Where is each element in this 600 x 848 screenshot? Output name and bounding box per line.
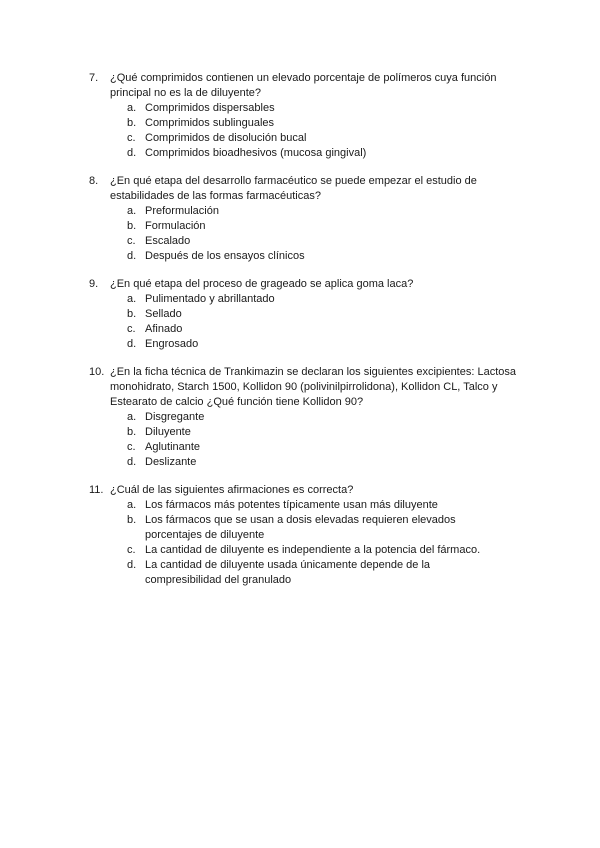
option-letter: d. [127,147,137,159]
option-letter: c. [127,132,136,144]
option-item [0,204,600,219]
option-item [0,337,600,352]
question-text: ¿En qué etapa del desarrollo farmacéutico se puede empezar el estudio de estabilidades de las formas farmacéuticas? [110,175,477,202]
option-item [0,234,600,249]
option-text: Los fármacos más potentes típicamente usan más diluyente [145,499,438,511]
option-text: Escalado [145,235,191,247]
option-letter: d. [127,456,137,468]
option-item [0,307,600,322]
option-item [0,116,600,131]
option-item [0,513,600,543]
option-text: La cantidad de diluyente es independiente a la potencia del fármaco. [145,544,481,556]
option-text: Sellado [145,308,182,320]
option-letter: a. [127,411,137,423]
option-letter: a. [127,293,137,305]
option-text: Disgregante [145,411,205,423]
question-number: 7. [89,72,99,84]
option-letter: d. [127,559,137,571]
question-number: 8. [89,175,99,187]
option-item [0,410,600,425]
question-number: 11. [89,484,104,496]
option-list [0,292,600,352]
option-text: Comprimidos bioadhesivos (mucosa gingival) [145,147,367,159]
option-letter: c. [127,544,136,556]
option-letter: c. [127,441,136,453]
option-item [0,543,600,558]
option-item [0,219,600,234]
question-10 [0,365,600,470]
option-list [0,410,600,470]
option-item [0,455,600,470]
question-text: ¿Cuál de las siguientes afirmaciones es correcta? [110,484,354,496]
question-number: 10. [89,366,105,378]
option-item [0,101,600,116]
option-text: La cantidad de diluyente usada únicamente depende de la compresibilidad del granulado [145,559,431,586]
option-letter: a. [127,499,137,511]
question-11 [0,483,600,588]
option-letter: b. [127,308,137,320]
option-item [0,558,600,588]
option-letter: a. [127,102,137,114]
option-item [0,425,600,440]
option-letter: d. [127,250,137,262]
option-item [0,146,600,161]
option-letter: b. [127,220,137,232]
option-text: Comprimidos dispersables [145,102,275,114]
option-text: Aglutinante [145,441,201,453]
option-text: Afinado [145,323,183,335]
option-item [0,498,600,513]
option-text: Comprimidos de disolución bucal [145,132,307,144]
option-letter: d. [127,338,137,350]
option-letter: a. [127,205,137,217]
option-list [0,204,600,264]
question-9 [0,277,600,352]
option-text: Los fármacos que se usan a dosis elevadas requieren elevados porcentajes de diluyente [145,514,456,541]
question-number: 9. [89,278,99,290]
option-item [0,249,600,264]
option-item [0,131,600,146]
option-text: Preformulación [145,205,219,217]
option-text: Deslizante [145,456,197,468]
option-letter: c. [127,235,136,247]
question-7 [0,71,600,161]
option-letter: b. [127,426,137,438]
question-text: ¿Qué comprimidos contienen un elevado porcentaje de polímeros cuya función principal no es la de diluyente? [110,72,497,99]
option-text: Formulación [145,220,206,232]
option-letter: b. [127,514,137,526]
question-text: ¿En qué etapa del proceso de grageado se aplica goma laca? [110,278,414,290]
option-text: Engrosado [145,338,199,350]
option-list [0,101,600,161]
option-text: Después de los ensayos clínicos [145,250,305,262]
option-text: Pulimentado y abrillantado [145,293,275,305]
question-text: ¿En la ficha técnica de Trankimazin se declaran los siguientes excipientes: Lactosa monohidrato, Starch 1500, Kollidon 90 (polivinilpirrolidona), Kollidon CL, Talco y Estearato de calcio ¿Qué función tiene Kollidon 90? [110,366,516,408]
option-text: Comprimidos sublinguales [145,117,275,129]
option-list [0,498,600,588]
option-item [0,440,600,455]
option-item [0,322,600,337]
question-8 [0,174,600,264]
option-letter: c. [127,323,136,335]
option-letter: b. [127,117,137,129]
option-item [0,292,600,307]
option-text: Diluyente [145,426,191,438]
